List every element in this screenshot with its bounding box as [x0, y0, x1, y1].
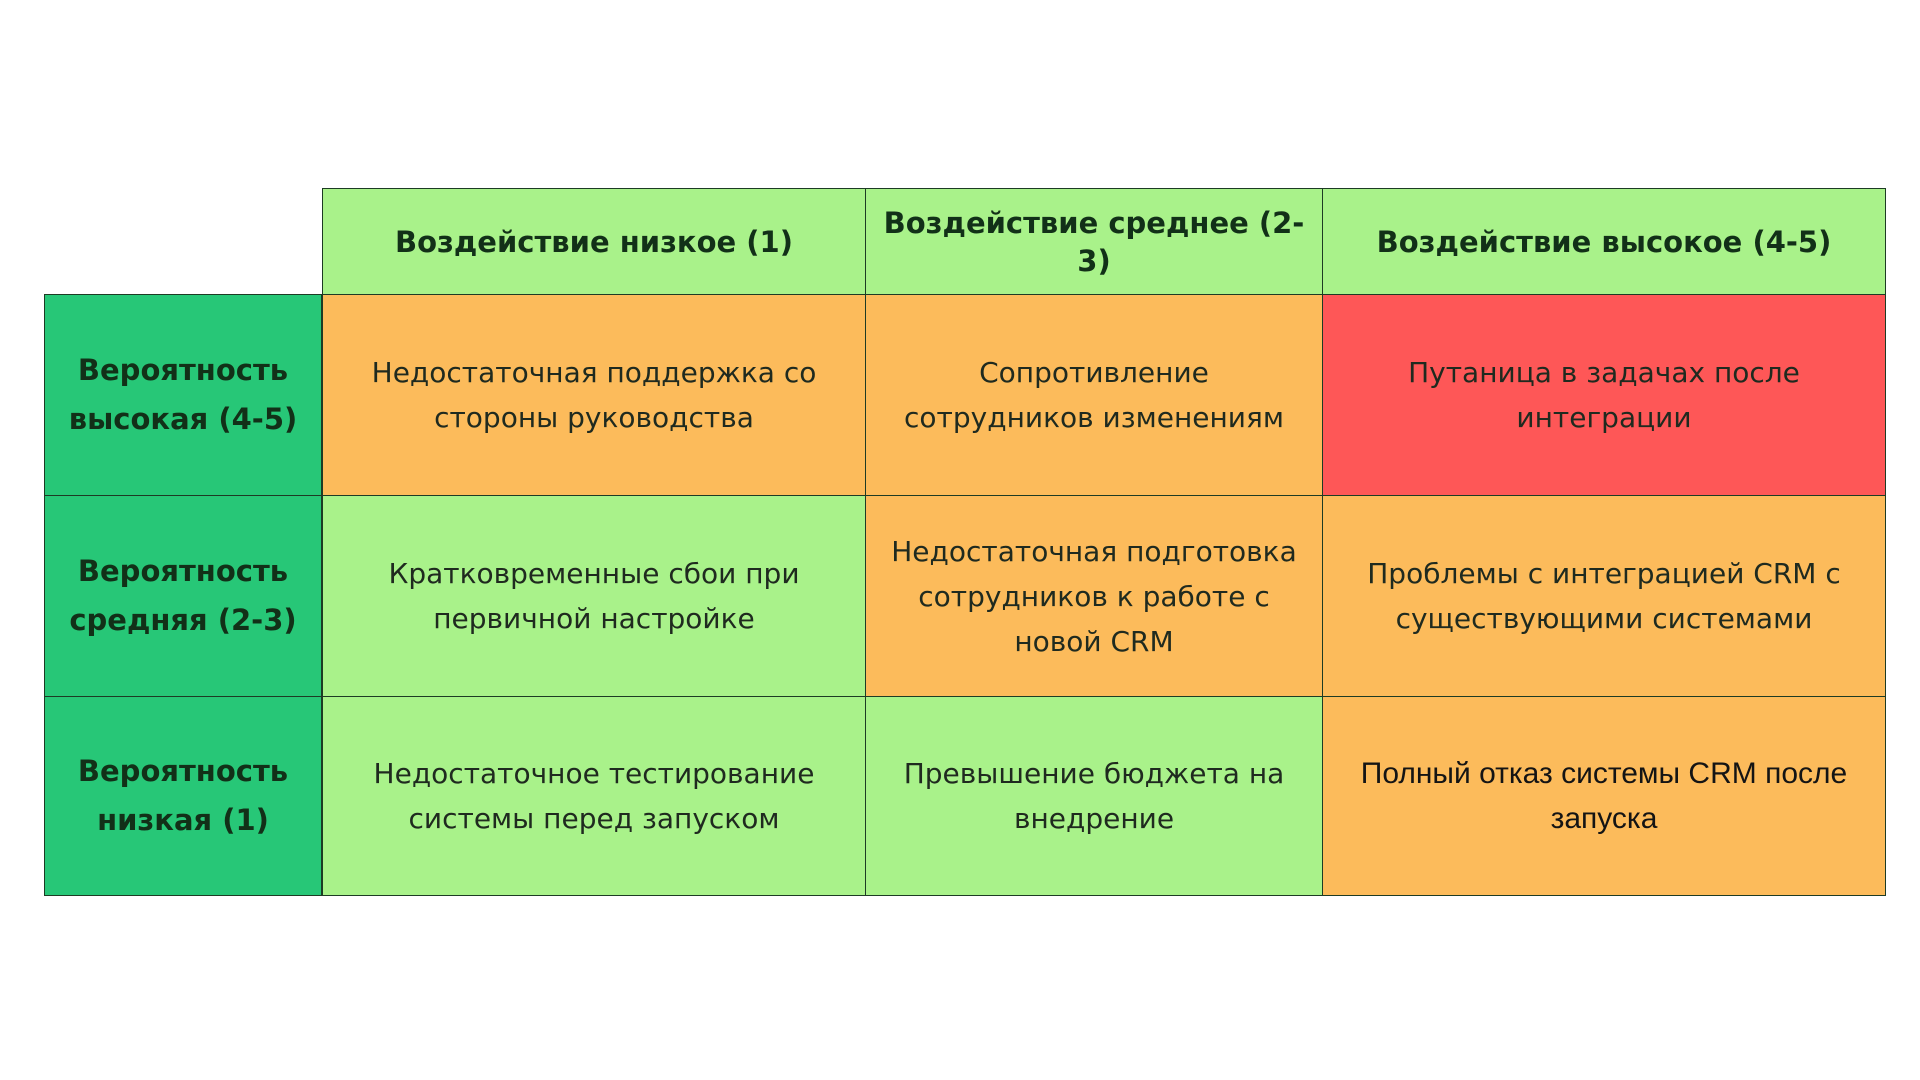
column-header-label: Воздействие низкое (1)	[395, 224, 793, 259]
row-header-label: Вероятность средняя (2-3)	[69, 554, 297, 637]
column-header-impact-low	[322, 188, 866, 295]
row-header-label: Вероятность низкая (1)	[77, 754, 289, 837]
risk-cell-text: Путаница в задачах после интеграции	[1408, 356, 1800, 434]
risk-cell	[322, 696, 866, 896]
column-header-impact-high	[1322, 188, 1886, 295]
risk-cell	[1322, 294, 1886, 496]
risk-cell	[1322, 495, 1886, 697]
risk-cell-text: Недостаточное тестирование системы перед запуском	[373, 757, 815, 835]
column-header-label: Воздействие среднее (2-3)	[883, 205, 1305, 278]
risk-cell-text: Полный отказ системы CRM после запуска	[1360, 757, 1848, 835]
risk-cell	[865, 294, 1323, 496]
risk-cell-text: Проблемы с интеграцией CRM с существующими системами	[1367, 557, 1841, 635]
column-header-label: Воздействие высокое (4-5)	[1376, 224, 1832, 259]
row-header-probability-medium	[44, 495, 322, 697]
row-header-probability-high	[44, 294, 322, 496]
row-header-probability-low	[44, 696, 322, 896]
risk-cell	[865, 696, 1323, 896]
risk-cell	[322, 294, 866, 496]
risk-cell-text: Кратковременные сбои при первичной настройке	[388, 557, 800, 635]
risk-cell-text: Недостаточная поддержка со стороны руководства	[371, 356, 817, 434]
column-header-impact-medium	[865, 188, 1323, 295]
risk-cell	[322, 495, 866, 697]
risk-matrix	[44, 188, 1886, 896]
row-header-label: Вероятность высокая (4-5)	[68, 353, 298, 436]
risk-cell-text: Недостаточная подготовка сотрудников к работе с новой CRM	[891, 534, 1297, 658]
risk-cell	[865, 495, 1323, 697]
risk-cell-text: Сопротивление сотрудников изменениям	[904, 356, 1284, 434]
risk-cell	[1322, 696, 1886, 896]
risk-cell-text: Превышение бюджета на внедрение	[903, 757, 1285, 835]
